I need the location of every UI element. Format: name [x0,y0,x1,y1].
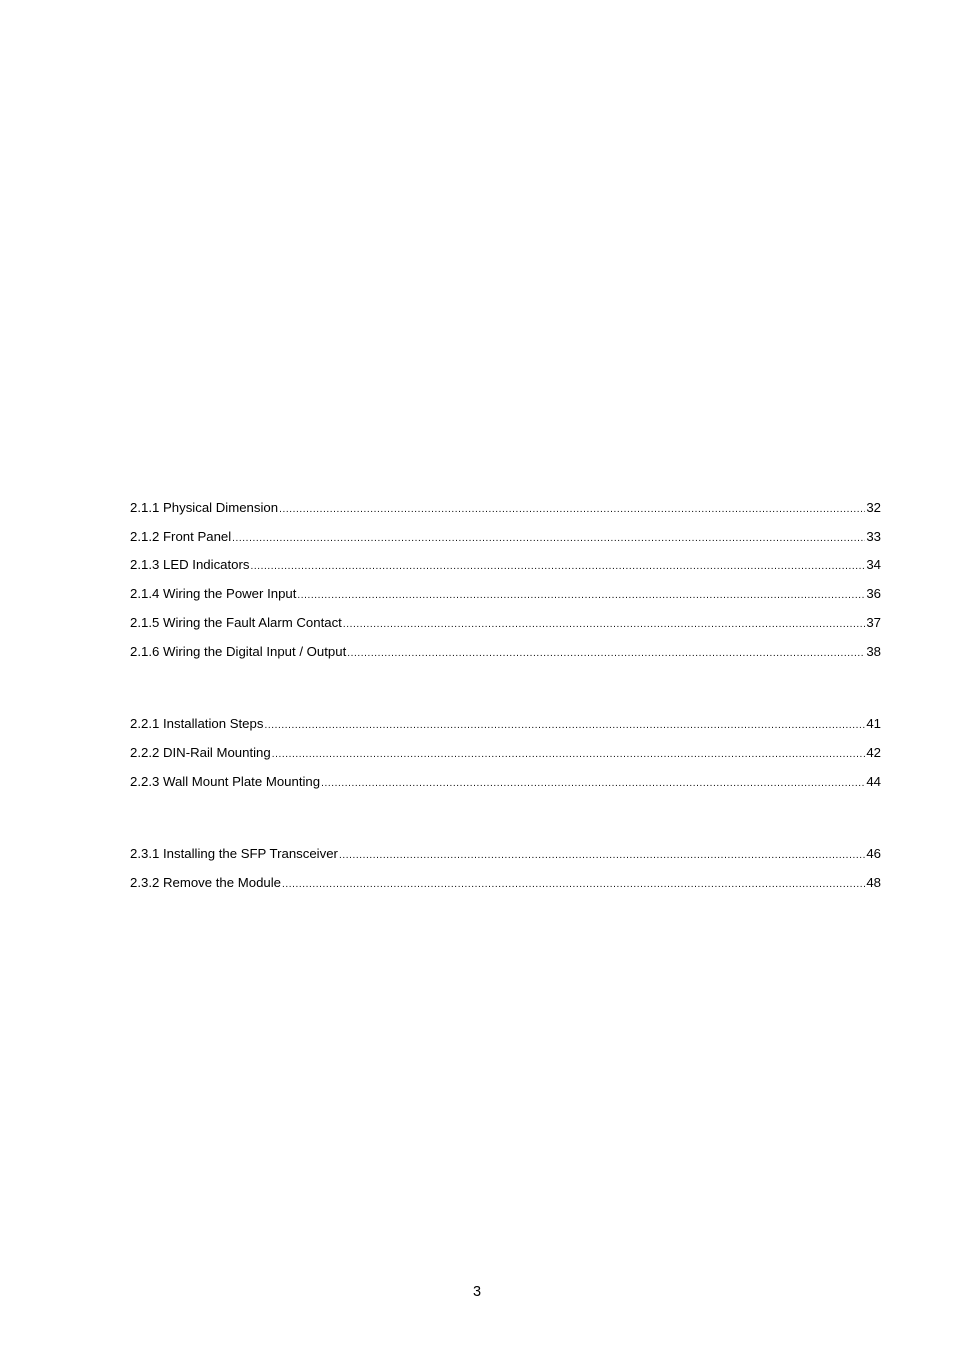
toc-entry-page: 32 [866,500,881,515]
toc-entry-title: 2.1.3 LED Indicators [130,557,250,572]
toc-entry-title: 2.3.2 Remove the Module [130,875,282,890]
toc-entry-title: 2.1.6 Wiring the Digital Input / Output [130,644,347,659]
toc-dot-leader [272,746,866,764]
toc-entry[interactable] [130,773,881,791]
toc-entry-title: 2.1.1 Physical Dimension [130,500,279,515]
toc-entry-page: 44 [866,774,881,789]
toc-entry-title: 2.3.1 Installing the SFP Transceiver [130,846,338,861]
toc-entry[interactable] [130,499,881,517]
toc-dot-leader [321,775,865,793]
toc-entry-title: 2.1.5 Wiring the Fault Alarm Contact [130,615,342,630]
toc-dot-leader [347,645,865,663]
toc-entry-title: 2.1.2 Front Panel [130,529,232,544]
toc-entry-page: 42 [866,745,881,760]
toc-entry[interactable] [130,614,881,632]
toc-entry-page: 34 [866,557,881,572]
page-number: 3 [472,1284,482,1300]
toc-entry-page: 38 [866,644,881,659]
toc-entry-title: 2.2.1 Installation Steps [130,716,264,731]
toc-entry-page: 37 [866,615,881,630]
toc-entry[interactable] [130,744,881,762]
toc-entry-title: 2.1.4 Wiring the Power Input [130,586,297,601]
toc-entry[interactable] [130,528,881,546]
toc-dot-leader [279,501,865,519]
toc-entry[interactable] [130,556,881,574]
toc-entry[interactable] [130,585,881,603]
toc-entry-title: 2.2.2 DIN-Rail Mounting [130,745,271,760]
toc-dot-leader [251,558,866,576]
toc-dot-leader [264,717,865,735]
toc-entry-page: 48 [866,875,881,890]
toc-entry[interactable] [130,643,881,661]
toc-entry-page: 46 [866,846,881,861]
toc-dot-leader [282,876,865,894]
toc-entry[interactable] [130,715,881,733]
toc-entry-page: 41 [866,716,881,731]
toc-dot-leader [297,587,865,605]
toc-entry-page: 36 [866,586,881,601]
toc-entry[interactable] [130,845,881,863]
toc-entry[interactable] [130,874,881,892]
toc-dot-leader [339,847,865,865]
toc-dot-leader [343,616,866,634]
toc-entry-title: 2.2.3 Wall Mount Plate Mounting [130,774,321,789]
toc-dot-leader [232,530,865,548]
toc-entry-page: 33 [866,529,881,544]
